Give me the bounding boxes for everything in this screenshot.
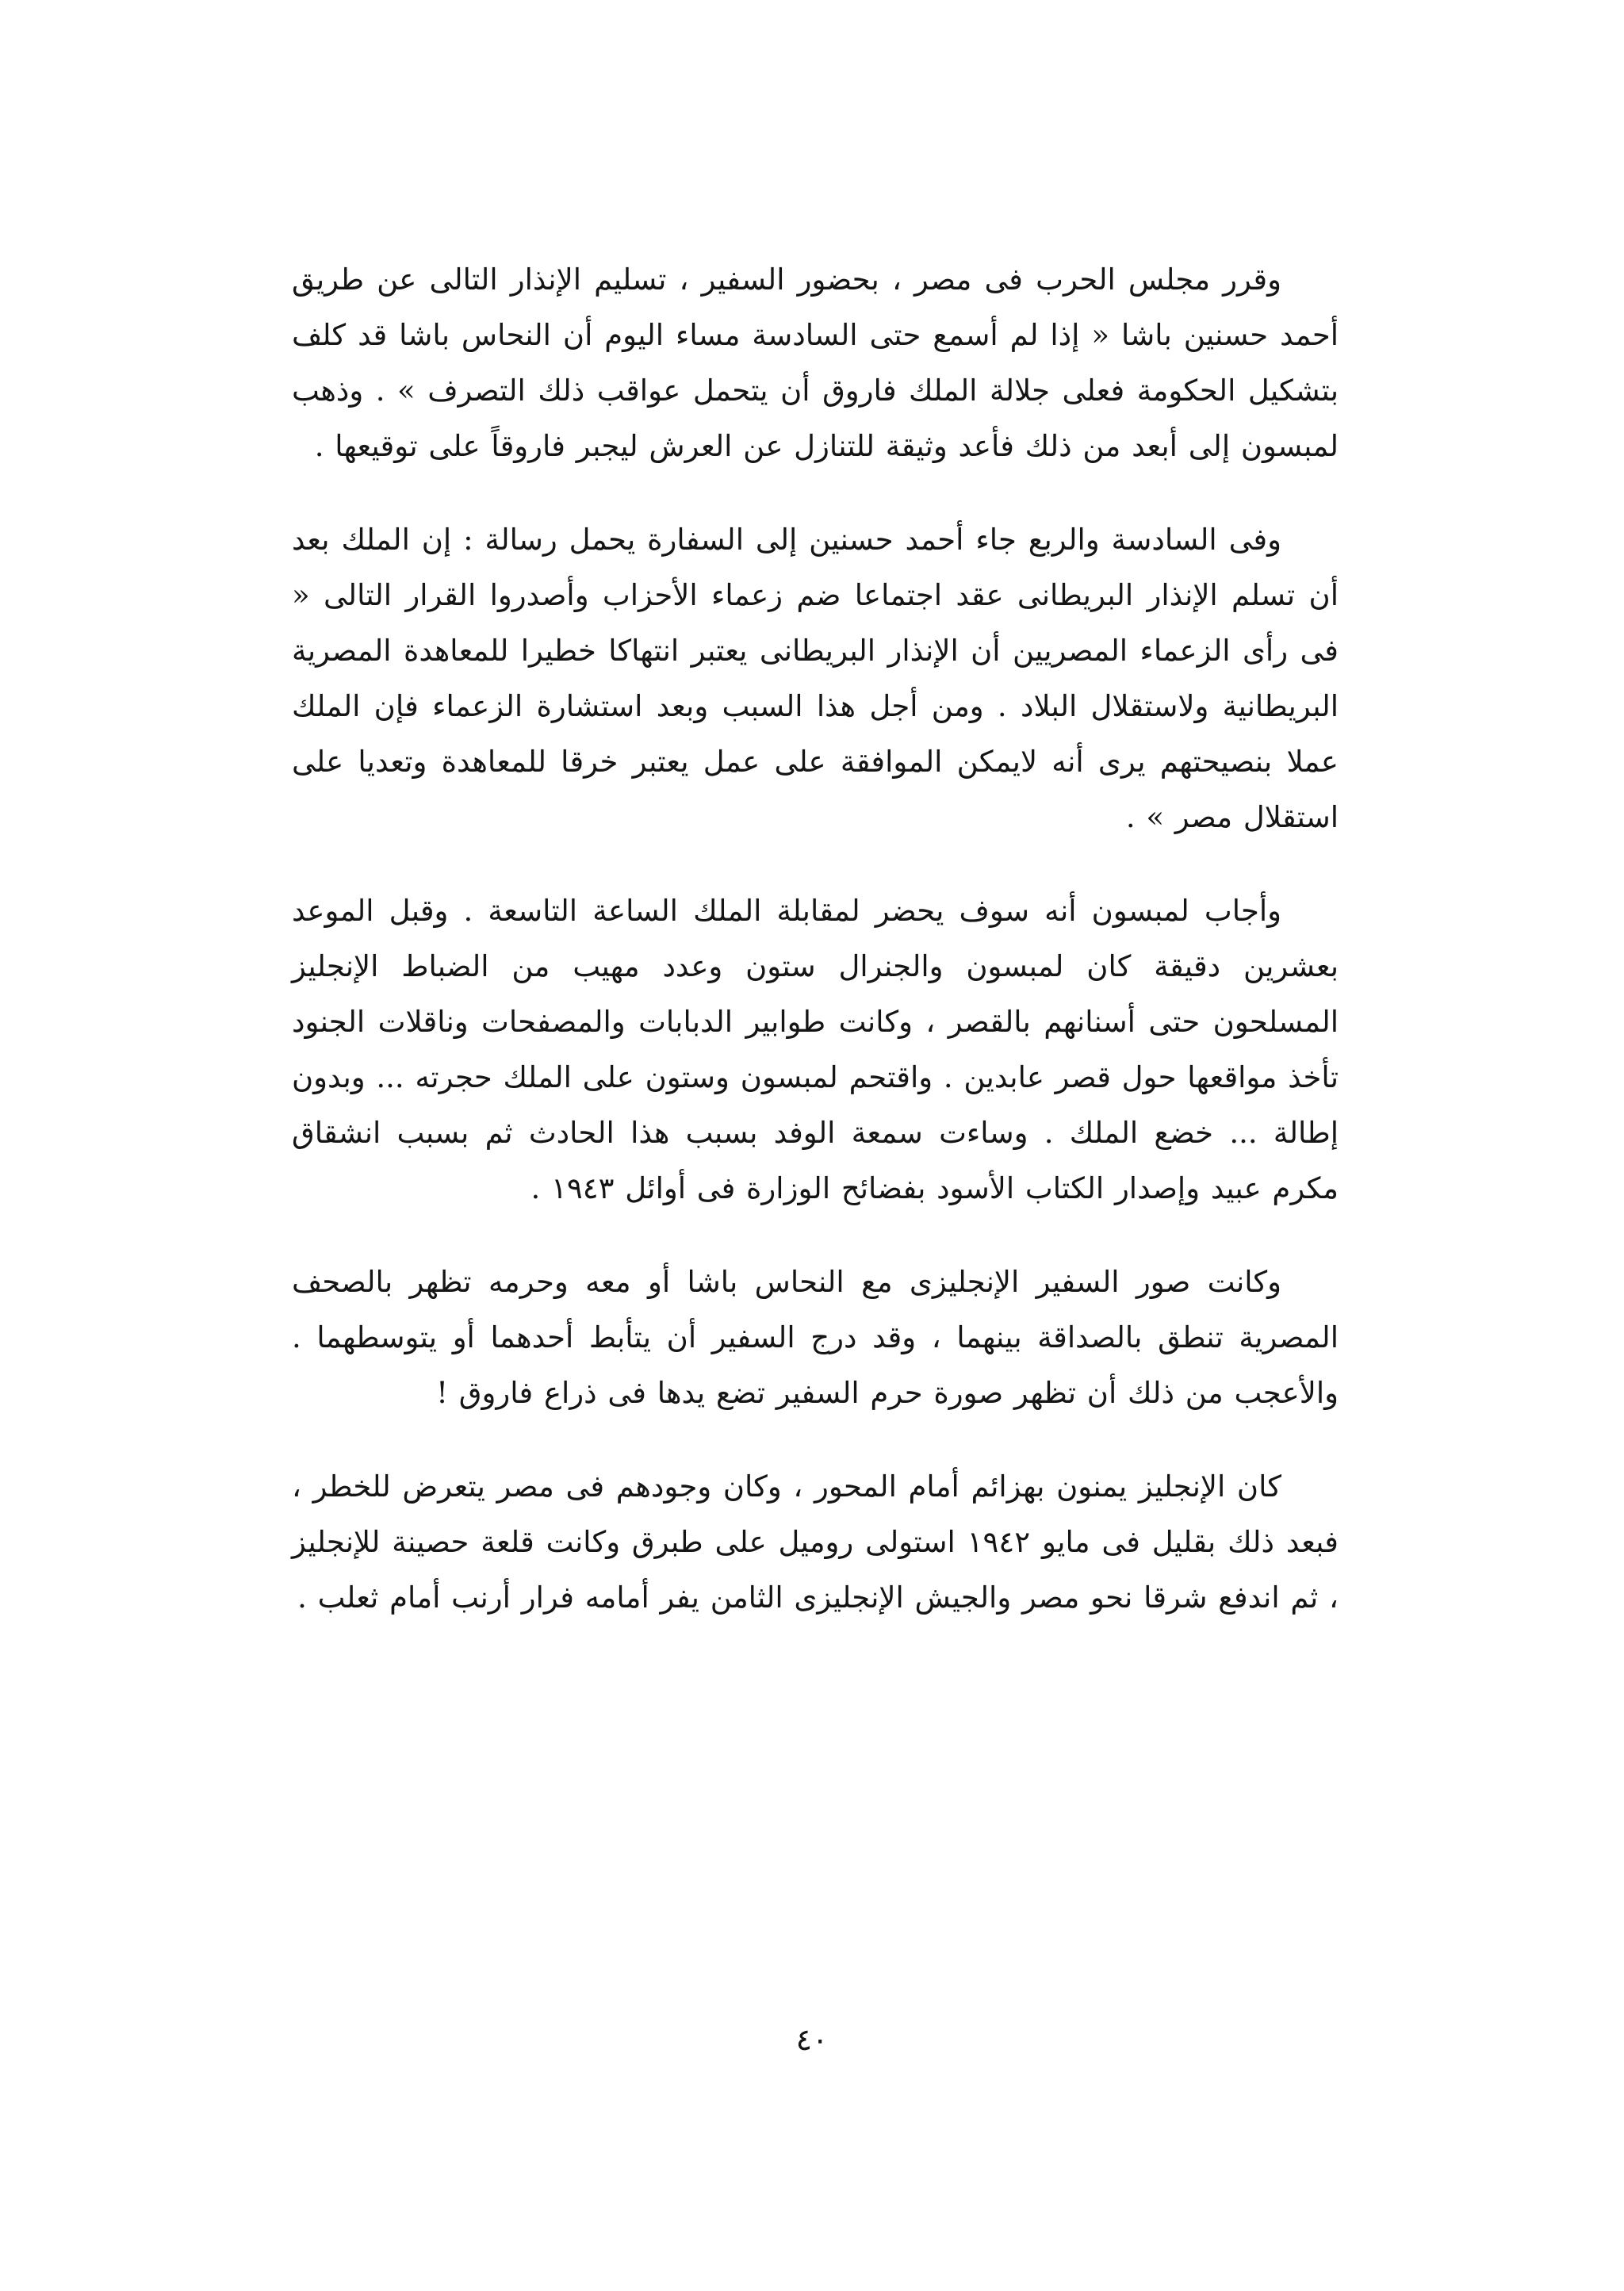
paragraph-rommel-advance: كان الإنجليز يمنون بهزائم أمام المحور ، وكان وجودهم فى مصر يتعرض للخطر ، فبعد ذلك بقليل فى مايو ١٩٤٢ استولى روميل على طبرق وكانت قلعة حصينة للإنجليز ، ثم اندفع شرقا نحو مصر والجيش الإنجليزى الثامن يفر أمامه فرار أرنب أمام ثعلب .	[292, 1469, 1339, 1615]
page-number: ٤٠	[795, 2022, 829, 2057]
paragraph-king-reply: وفى السادسة والربع جاء أحمد حسنين إلى السفارة يحمل رسالة : إن الملك بعد أن تسلم الإنذار البريطانى عقد اجتماعا ضم زعماء الأحزاب وأصدروا القرار التالى « فى رأى الزعماء المصريين أن الإنذار البريطانى يعتبر انتهاكا خطيرا للمعاهدة المصرية البريطانية ولاستقلال البلاد . ومن أجل هذا السبب وبعد استشارة الزعماء فإن الملك عملا بنصيحتهم يرى أنه لايمكن الموافقة على عمل يعتبر خرقا للمعاهدة وتعديا على استقلال مصر » .	[292, 523, 1339, 834]
paragraph-war-council-ultimatum: وقرر مجلس الحرب فى مصر ، بحضور السفير ، تسليم الإنذار التالى عن طريق أحمد حسنين باشا « إذا لم أسمع حتى السادسة مساء اليوم أن النحاس باشا قد كلف بتشكيل الحكومة فعلى جلالة الملك فاروق أن يتحمل عواقب ذلك التصرف » . وذهب لمبسون إلى أبعد من ذلك فأعد وثيقة للتنازل عن العرش ليجبر فاروقاً على توقيعها .	[292, 262, 1339, 463]
paragraph-ambassador-photos: وكانت صور السفير الإنجليزى مع النحاس باشا أو معه وحرمه تظهر بالصحف المصرية تنطق بالصداقة بينهما ، وقد درج السفير أن يتأبط أحدهما أو يتوسطهما . والأعجب من ذلك أن تظهر صورة حرم السفير تضع يدها فى ذراع فاروق !	[292, 1265, 1339, 1410]
body-text	[292, 252, 1339, 1626]
paragraph-abdeen-palace: وأجاب لمبسون أنه سوف يحضر لمقابلة الملك الساعة التاسعة . وقبل الموعد بعشرين دقيقة كان لمبسون والجنرال ستون وعدد مهيب من الضباط الإنجليز المسلحون حتى أسنانهم بالقصر ، وكانت طوابير الدبابات والمصفحات وناقلات الجنود تأخذ مواقعها حول قصر عابدين . واقتحم لمبسون وستون على الملك حجرته ... وبدون إطالة ... خضع الملك . وساءت سمعة الوفد بسبب هذا الحادث ثم بسبب انشقاق مكرم عبيد وإصدار الكتاب الأسود بفضائح الوزارة فى أوائل ١٩٤٣ .	[292, 894, 1339, 1205]
